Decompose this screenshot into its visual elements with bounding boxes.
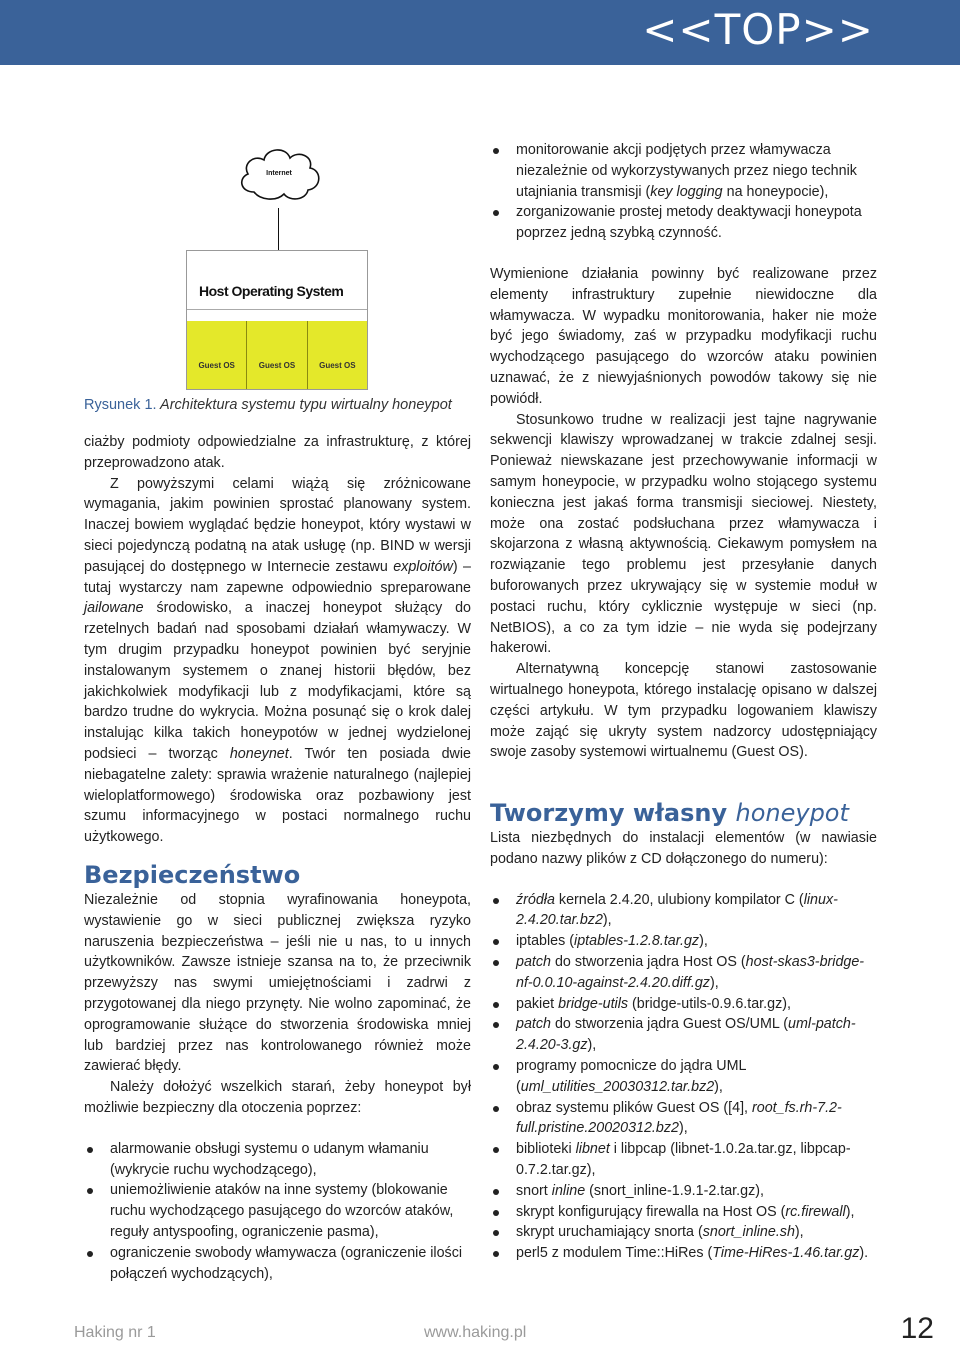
right-column-lower — [490, 828, 877, 1264]
right-column — [490, 140, 877, 763]
paragraph: ciażby podmioty odpowiedzialne za infrastrukturę, z której przeprowadzono atak. — [84, 434, 471, 471]
section-label: <<TOP>> — [642, 5, 874, 54]
top-banner — [0, 0, 960, 65]
requirements-list — [490, 890, 877, 1264]
left-column — [84, 432, 471, 848]
list-item: pakiet bridge-utils (bridge-utils-0.9.6.tar.gz), — [490, 994, 877, 1015]
caption-number: Rysunek 1. — [84, 397, 157, 413]
list-item: patch do stworzenia jądra Guest OS/UML (uml-patch-2.4.20-3.gz), — [490, 1014, 877, 1056]
host-divider — [187, 309, 367, 310]
list-item: programy pomocnicze do jądra UML (uml_utilities_20030312.tar.bz2), — [490, 1056, 877, 1098]
guest-os-box: Guest OS — [247, 321, 307, 389]
cloud-label: Internet — [266, 170, 292, 177]
paragraph: Z powyższymi celami wiążą się zróżnicowane wymagania, jakim powinien sprostać planowany system. Inaczej bowiem wyglądać będzie honeypot, który wystawi w sieci pojedynczą podatną na atak usługę (np. BIND w wersji pasującej do dostępnego w Internecie zestawu exploitów) – tutaj wystarczy nam zapewne odpowiednio spreparowane jailowane środowisko, a inaczej honeypot służący do rzetelnych badań nad sposobami działań włamywaczy. W tym drugim przypadku honeypot powinien być seryjnie instalowanym systemem o znanej historii błędów, bez jakichkolwiek modyfikacji lub z modyfikacjami, które są bardzo trudne do wykrycia. Można posunąć się o krok dalej instalując kilka takich honeypotów w jednej wydzielonej podsieci – tworząc honeynet. Twór ten posiada dwie niebagatelne zalety: sprawia wrażenie naturalnego (najlepiej wieloplatformowego) środowiska oraz pozbawiony jest szumu informacyjnego w postaci normalnego ruchu użytkowego. — [84, 475, 471, 846]
guest-os-row — [187, 321, 367, 389]
caption-text: Architektura systemu typu wirtualny honeypot — [156, 397, 452, 413]
paragraph: Lista niezbędnych do instalacji elementów (w nawiasie podano nazwy plików z CD dołączonego do numeru): — [490, 830, 877, 867]
bullet-list — [490, 140, 877, 244]
page-footer — [0, 1312, 960, 1345]
paragraph: Alternatywną koncepcję stanowi zastosowanie wirtualnego honeypota, którego instalację opisano w dalszej części artykułu. W tym przypadku logowaniem klawiszy może zająć się ukryty system nadzorcy udostępniający swoje zasoby systemowi wirtualnemu (Guest OS). — [490, 661, 877, 761]
list-item: patch do stworzenia jądra Host OS (host-skas3-bridge-nf-0.0.10-against-2.4.20.diff.gz), — [490, 952, 877, 994]
magazine-issue: Haking nr 1 — [74, 1324, 156, 1341]
list-item: skrypt konfigurujący firewalla na Host OS (rc.firewall), — [490, 1202, 877, 1223]
list-item: zorganizowanie prostej metody deaktywacji honeypota poprzez jedną szybką czynność. — [490, 202, 877, 244]
list-item: monitorowanie akcji podjętych przez włamywacza niezależnie od wykorzystywanych przez niego technik utajniania transmisji (key logging na honeypocie), — [490, 140, 877, 202]
host-os-box — [186, 250, 368, 390]
paragraph: Stosunkowo trudne w realizacji jest tajne nagrywanie sekwencji klawiszy wprowadzanej w trakcie zdalnej sesji. Ponieważ niewskazane jest przechowywanie informacji w samym honeypocie, w przypadku wolno stojącego systemu konieczna jest jakaś forma transmisji sieciowej. Niestety, może ona zostać podsłuchana przez włamywacza i skojarzona z własną aktywnością. Ciekawym pomysłem na rozwiązanie tego problemu jest przesyłanie danych buforowanych przez ukrywający się w systemie moduł w postaci ruchu, który cyklicznie występuje w sieci (np. NetBIOS), a co za tym idzie – nie wyda się podejrzany hakerowi. — [490, 411, 877, 657]
paragraph: Należy dołożyć wszelkich starań, żeby honeypot był możliwie bezpieczny dla otoczenia poprzez: — [84, 1079, 471, 1116]
list-item: ograniczenie swobody włamywacza (ograniczenie ilości połączeń wychodzących), — [84, 1243, 471, 1285]
guest-os-box: Guest OS — [308, 321, 367, 389]
page-number: 12 — [900, 1312, 934, 1345]
paragraph: Niezależnie od stopnia wyrafinowania honeypota, wystawienie go w sieci publicznej zwiększa ryzyko naruszenia bezpieczeństwa – jeśli nie u nas, to u innych użytkowników. Zawsze istnieje szansa na to, że przeciwnik przewyższy nas swymi umiejętnościami i zadrwi z przygotowanej dla niego przynęty. Nie wolno zapominać, że oprogramowanie służące do stworzenia środowiska mniej lub bardziej przez nas kontrolowanego również może zawierać błędy. — [84, 892, 471, 1075]
host-os-title: Host Operating System — [199, 283, 344, 299]
list-item: perl5 z modulem Time::HiRes (Time-HiRes-1.46.tar.gz). — [490, 1243, 877, 1264]
section-heading: Tworzymy własny honeypot — [490, 799, 849, 827]
bullet-list — [84, 1139, 471, 1285]
figure-caption — [84, 395, 484, 415]
section-heading: Bezpieczeństwo — [84, 861, 301, 889]
list-item: biblioteki libnet i libpcap (libnet-1.0.2a.tar.gz, libpcap-0.7.2.tar.gz), — [490, 1139, 877, 1181]
list-item: skrypt uruchamiający snorta (snort_inline.sh), — [490, 1222, 877, 1243]
list-item: uniemożliwienie ataków na inne systemy (blokowanie ruchu wychodzącego pasującego do wzorców ataków, reguły antyspoofing, ograniczenie pasma), — [84, 1180, 471, 1242]
website-url: www.haking.pl — [424, 1324, 527, 1341]
architecture-figure — [186, 140, 368, 392]
list-item: snort inline (snort_inline-1.9.1-2.tar.gz), — [490, 1181, 877, 1202]
guest-os-box: Guest OS — [187, 321, 247, 389]
list-item: iptables (iptables-1.2.8.tar.gz), — [490, 931, 877, 952]
left-column-lower — [84, 890, 471, 1284]
paragraph: Wymienione działania powinny być realizowane przez elementy infrastruktury zupełnie niewidoczne dla włamywacza. W wypadku monitorowania, haker nie może być jego świadomy, zaś w przypadku modyfikacji ruchu wychodzącego pasującego do wzorców ataku powinien uznawać, że z niewyjaśnionych powodów takowy się nie powiódł. — [490, 265, 877, 407]
list-item: alarmowanie obsługi systemu o udanym włamaniu (wykrycie ruchu wychodzącego), — [84, 1139, 471, 1181]
list-item: obraz systemu plików Guest OS ([4], root_fs.rh-7.2-full.pristine.20020312.bz2), — [490, 1098, 877, 1140]
list-item: źródła kernela 2.4.20, ulubiony kompilator C (linux-2.4.20.tar.bz2), — [490, 890, 877, 932]
